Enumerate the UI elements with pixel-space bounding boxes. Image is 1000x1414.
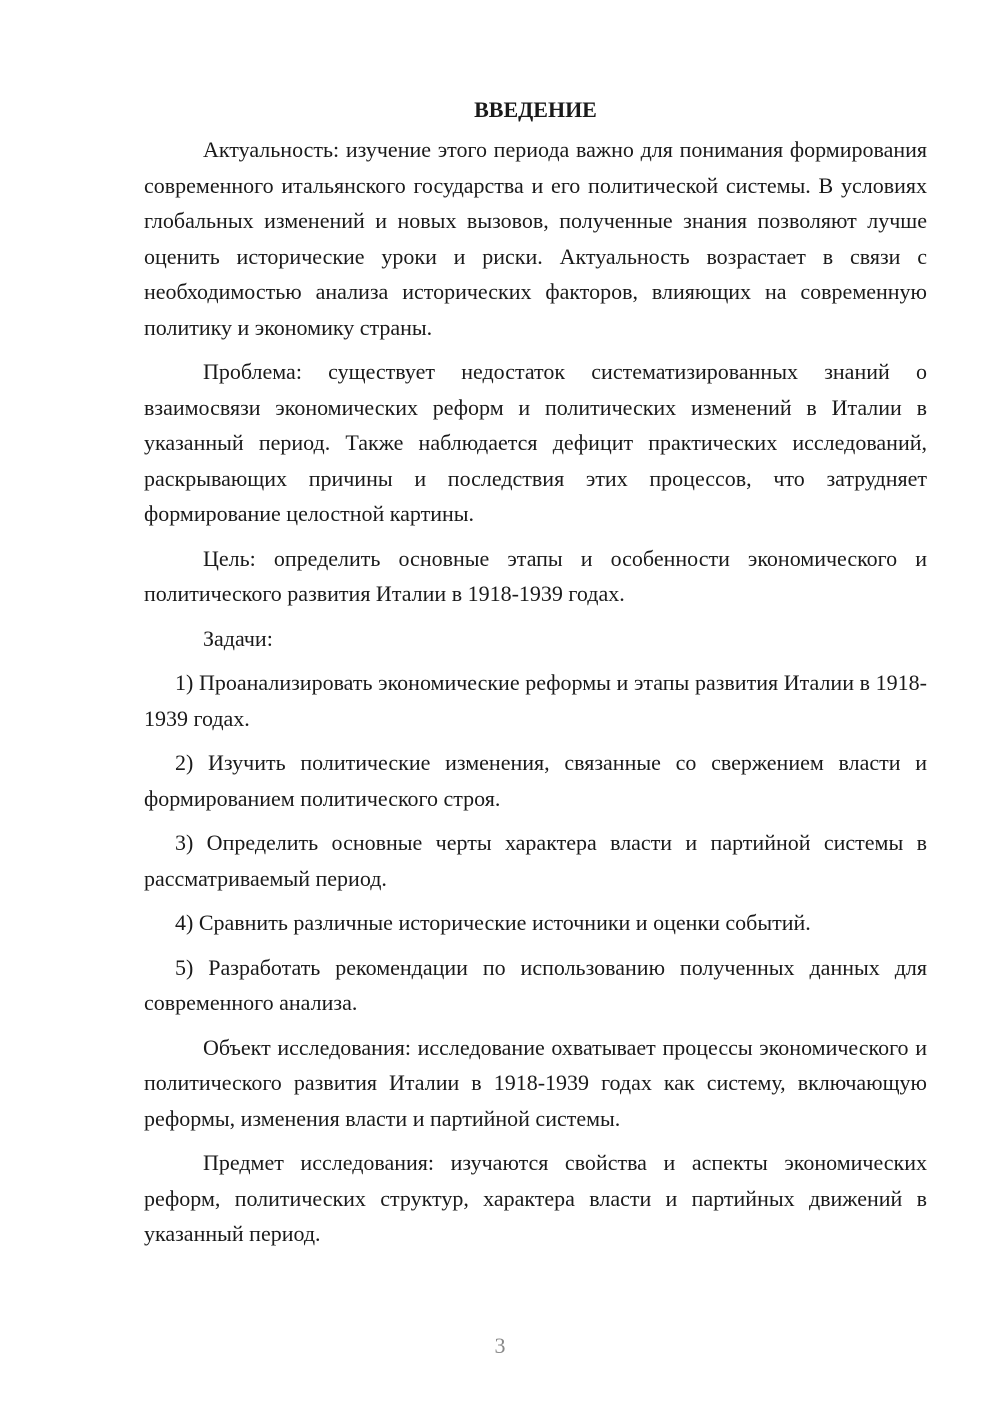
relevance-paragraph: Актуальность: изучение этого периода важно для понимания формирования современного итальянского государства и его политической системы. В условиях глобальных изменений и новых вызовов, полученные знания позволяют лучше оценить исторические уроки и риски. Актуальность возрастает в связи с необходимостью анализа исторических факторов, влияющих на современную политику и экономику страны. — [144, 137, 927, 340]
page-number: 3 — [494, 1333, 506, 1358]
problem-paragraph: Проблема: существует недостаток систематизированных знаний о взаимосвязи экономических реформ и политических изменений в Италии в указанный период. Также наблюдается дефицит практических исследований, раскрывающих причины и последствия этих процессов, что затрудняет формирование целостной картины. — [144, 359, 927, 526]
section-heading: ВВЕДЕНИЕ — [474, 97, 597, 122]
research-subject-paragraph: Предмет исследования: изучаются свойства и аспекты экономических реформ, политических структур, характера власти и партийных движений в указанный период. — [144, 1150, 927, 1246]
document-page — [144, 92, 927, 1261]
goal-paragraph: Цель: определить основные этапы и особенности экономического и политического развития Италии в 1918-1939 годах. — [144, 545, 927, 606]
task-item: 2) Изучить политические изменения, связанные со свержением власти и формированием политического строя. — [144, 750, 927, 811]
research-object-paragraph: Объект исследования: исследование охватывает процессы экономического и политического развития Италии в 1918-1939 годах как систему, включающую реформы, изменения власти и партийной системы. — [144, 1034, 927, 1131]
task-item: 5) Разработать рекомендации по использованию полученных данных для современного анализа. — [144, 954, 927, 1015]
task-item: 4) Сравнить различные исторические источники и оценки событий. — [175, 910, 811, 935]
task-item: 3) Определить основные черты характера власти и партийной системы в рассматриваемый период. — [144, 830, 927, 891]
task-item: 1) Проанализировать экономические реформы и этапы развития Италии в 1918-1939 годах. — [144, 670, 927, 731]
tasks-label: Задачи: — [203, 625, 273, 651]
